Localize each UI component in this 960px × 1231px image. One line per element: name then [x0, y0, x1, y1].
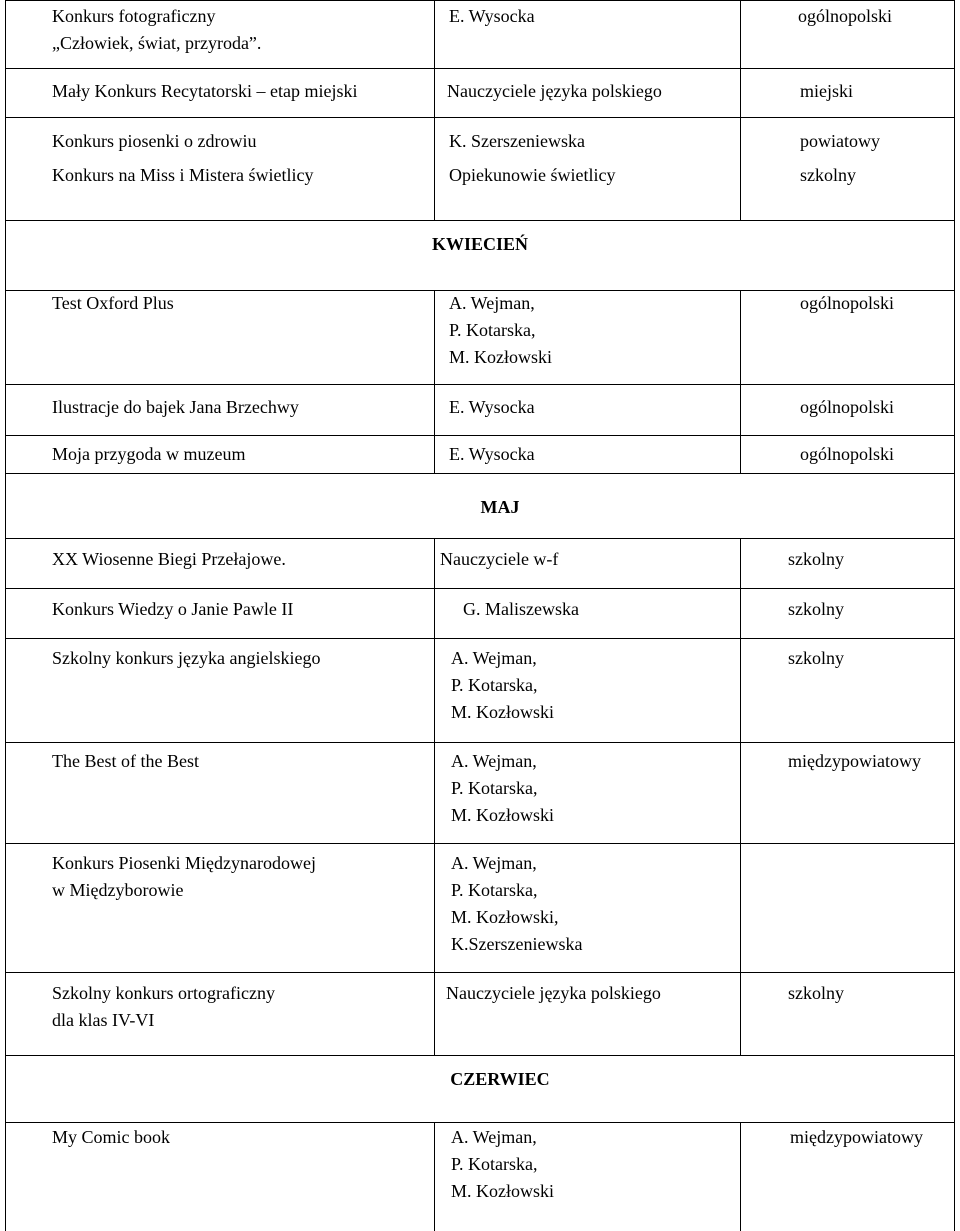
teacher-name: Nauczyciele języka polskiego: [446, 983, 661, 1003]
teacher-name: M. Kozłowski: [451, 702, 554, 722]
teacher-name: P. Kotarska,: [451, 675, 538, 695]
event-name: XX Wiosenne Biegi Przełajowe.: [52, 549, 286, 569]
teacher-name: Nauczyciele języka polskiego: [447, 81, 662, 101]
teacher-name: K. Szerszeniewska: [449, 131, 585, 151]
row-divider: [5, 473, 955, 474]
teacher-name: A. Wejman,: [451, 853, 537, 873]
row-divider: [5, 742, 955, 743]
column-divider: [740, 0, 741, 220]
teacher-name: P. Kotarska,: [451, 1154, 538, 1174]
teacher-name: M. Kozłowski: [451, 1181, 554, 1201]
teacher-name: M. Kozłowski,: [451, 907, 559, 927]
column-divider: [740, 1122, 741, 1231]
event-name: The Best of the Best: [52, 751, 199, 771]
teacher-name: P. Kotarska,: [451, 880, 538, 900]
row-divider: [5, 638, 955, 639]
row-divider: [5, 1122, 955, 1123]
competition-level: szkolny: [788, 549, 844, 569]
competition-level: międzypowiatowy: [788, 751, 921, 771]
event-name: Szkolny konkurs języka angielskiego: [52, 648, 321, 668]
row-divider: [5, 68, 955, 69]
row-divider: [5, 384, 955, 385]
row-divider: [5, 117, 955, 118]
row-divider: [5, 588, 955, 589]
teacher-name: P. Kotarska,: [449, 320, 536, 340]
competition-level: miejski: [800, 81, 853, 101]
column-divider: [434, 0, 435, 220]
competition-level: ogólnopolski: [798, 6, 893, 26]
event-name: Test Oxford Plus: [52, 293, 174, 313]
event-name: My Comic book: [52, 1127, 171, 1147]
row-divider: [5, 1055, 955, 1056]
teacher-name: A. Wejman,: [451, 648, 537, 668]
teacher-name: M. Kozłowski: [451, 805, 554, 825]
teacher-name: Nauczyciele w-f: [440, 549, 559, 569]
event-name: „Człowiek, świat, przyroda”.: [52, 33, 262, 53]
teacher-name: K.Szerszeniewska: [451, 934, 583, 954]
event-name: Mały Konkurs Recytatorski – etap miejski: [52, 81, 358, 101]
event-name: Moja przygoda w muzeum: [52, 444, 246, 464]
column-divider: [434, 290, 435, 473]
table-border-right: [954, 0, 955, 1231]
column-divider: [740, 538, 741, 1055]
event-name: Konkurs fotograficzny: [52, 6, 216, 26]
row-divider: [5, 972, 955, 973]
competition-level: szkolny: [788, 983, 844, 1003]
table-top-border: [5, 0, 955, 1]
teacher-name: A. Wejman,: [449, 293, 535, 313]
event-name: Konkurs piosenki o zdrowiu: [52, 131, 257, 151]
teacher-name: G. Maliszewska: [463, 599, 579, 619]
teacher-name: E. Wysocka: [449, 397, 535, 417]
competition-level: szkolny: [788, 599, 844, 619]
column-divider: [434, 538, 435, 1055]
teacher-name: E. Wysocka: [449, 444, 535, 464]
month-heading-april: KWIECIEŃ: [431, 234, 529, 254]
competition-level: międzypowiatowy: [790, 1127, 923, 1147]
table-border-left: [5, 0, 6, 1231]
competition-level: powiatowy: [800, 131, 880, 151]
month-heading-may: MAJ: [480, 497, 520, 517]
competition-level: szkolny: [788, 648, 844, 668]
row-divider: [5, 538, 955, 539]
event-name: Konkurs Wiedzy o Janie Pawle II: [52, 599, 294, 619]
row-divider: [5, 435, 955, 436]
row-divider: [5, 843, 955, 844]
teacher-name: M. Kozłowski: [449, 347, 552, 367]
event-name: Konkurs Piosenki Międzynarodowej: [52, 853, 316, 873]
competition-level: ogólnopolski: [800, 397, 895, 417]
competition-level: ogólnopolski: [800, 293, 895, 313]
event-name: Konkurs na Miss i Mistera świetlicy: [52, 165, 314, 185]
teacher-name: Opiekunowie świetlicy: [449, 165, 616, 185]
competition-level: szkolny: [800, 165, 856, 185]
row-divider: [5, 220, 955, 221]
competition-level: ogólnopolski: [800, 444, 895, 464]
teacher-name: A. Wejman,: [451, 751, 537, 771]
teacher-name: A. Wejman,: [451, 1127, 537, 1147]
column-divider: [740, 290, 741, 473]
teacher-name: E. Wysocka: [449, 6, 535, 26]
event-name: w Międzyborowie: [52, 880, 184, 900]
column-divider: [434, 1122, 435, 1231]
event-name: Ilustracje do bajek Jana Brzechwy: [52, 397, 299, 417]
event-name: dla klas IV-VI: [52, 1010, 155, 1030]
teacher-name: P. Kotarska,: [451, 778, 538, 798]
month-heading-june: CZERWIEC: [450, 1069, 550, 1089]
event-name: Szkolny konkurs ortograficzny: [52, 983, 275, 1003]
